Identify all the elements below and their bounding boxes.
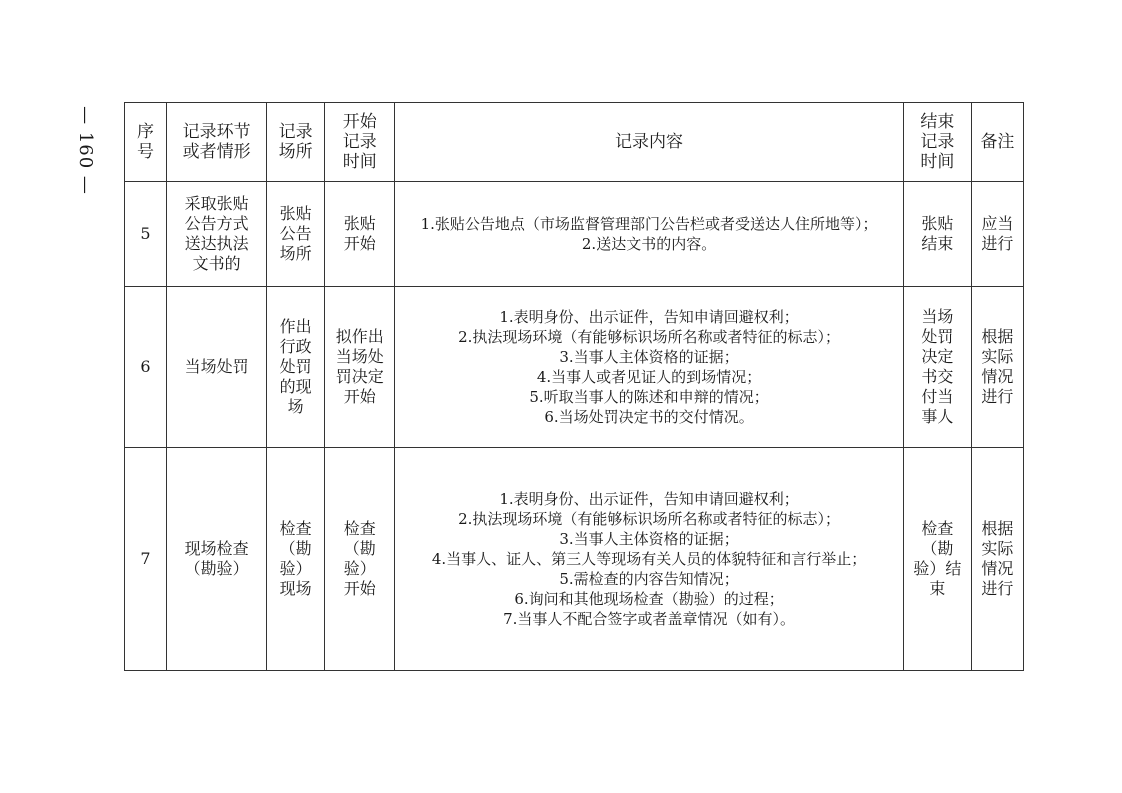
content-line: 1.表明身份、出示证件，告知申请回避权利； [499, 490, 799, 508]
header-note: 备注 [971, 103, 1023, 182]
content-line: 6.询问和其他现场检查（勘验）的过程； [514, 590, 784, 608]
cell-end: 张贴结束 [903, 182, 971, 287]
cell-note: 根据实际情况进行 [971, 287, 1023, 448]
content-line: 6.当场处罚决定书的交付情况。 [544, 408, 754, 426]
content-line: 5.需检查的内容告知情况； [559, 570, 739, 588]
table-row [125, 182, 1024, 287]
cell-note: 应当进行 [971, 182, 1023, 287]
cell-note: 根据实际情况进行 [971, 448, 1023, 671]
header-start: 开始记录时间 [325, 103, 395, 182]
cell-end: 检查（勘验）结束 [903, 448, 971, 671]
cell-seq: 7 [125, 448, 167, 671]
cell-seq: 6 [125, 287, 167, 448]
header-step: 记录环节或者情形 [167, 103, 267, 182]
cell-place: 张贴公告场所 [267, 182, 325, 287]
table-header-row [125, 103, 1024, 182]
content-line: 2.执法现场环境（有能够标识场所名称或者特征的标志）； [458, 328, 840, 346]
content-line: 4.当事人或者见证人的到场情况； [536, 368, 762, 386]
table-row [125, 287, 1024, 448]
header-content: 记录内容 [395, 103, 904, 182]
cell-place: 检查（勘验）现场 [267, 448, 325, 671]
table-row [125, 448, 1024, 671]
content-line: 2.执法现场环境（有能够标识场所名称或者特征的标志）； [458, 510, 840, 528]
cell-content [395, 448, 904, 671]
header-seq: 序号 [125, 103, 167, 182]
cell-place: 作出行政处罚的现场 [267, 287, 325, 448]
header-place: 记录场所 [267, 103, 325, 182]
record-table [124, 102, 1024, 671]
cell-start: 检查（勘验）开始 [325, 448, 395, 671]
content-line: 4.当事人、证人、第三人等现场有关人员的体貌特征和言行举止； [431, 550, 867, 568]
cell-seq: 5 [125, 182, 167, 287]
cell-end: 当场处罚决定书交付当事人 [903, 287, 971, 448]
page-number-text: — 160 — [74, 105, 96, 195]
cell-start: 拟作出当场处罚决定开始 [325, 287, 395, 448]
content-line: 7.当事人不配合签字或者盖章情况（如有）。 [503, 610, 795, 628]
header-end: 结束记录时间 [903, 103, 971, 182]
cell-step: 采取张贴公告方式送达执法文书的 [167, 182, 267, 287]
content-line: 3.当事人主体资格的证据； [559, 348, 739, 366]
content-line: 1.表明身份、出示证件，告知申请回避权利； [499, 308, 799, 326]
content-line: 2.送达文书的内容。 [581, 235, 717, 253]
page-number [70, 100, 100, 200]
content-line: 1.张贴公告地点（市场监督管理部门公告栏或者受送达人住所地等）； [420, 215, 878, 233]
cell-step: 当场处罚 [167, 287, 267, 448]
content-line: 5.听取当事人的陈述和申辩的情况； [529, 388, 769, 406]
cell-content [395, 287, 904, 448]
content-line: 3.当事人主体资格的证据； [559, 530, 739, 548]
cell-step: 现场检查（勘验） [167, 448, 267, 671]
cell-content [395, 182, 904, 287]
cell-start: 张贴开始 [325, 182, 395, 287]
